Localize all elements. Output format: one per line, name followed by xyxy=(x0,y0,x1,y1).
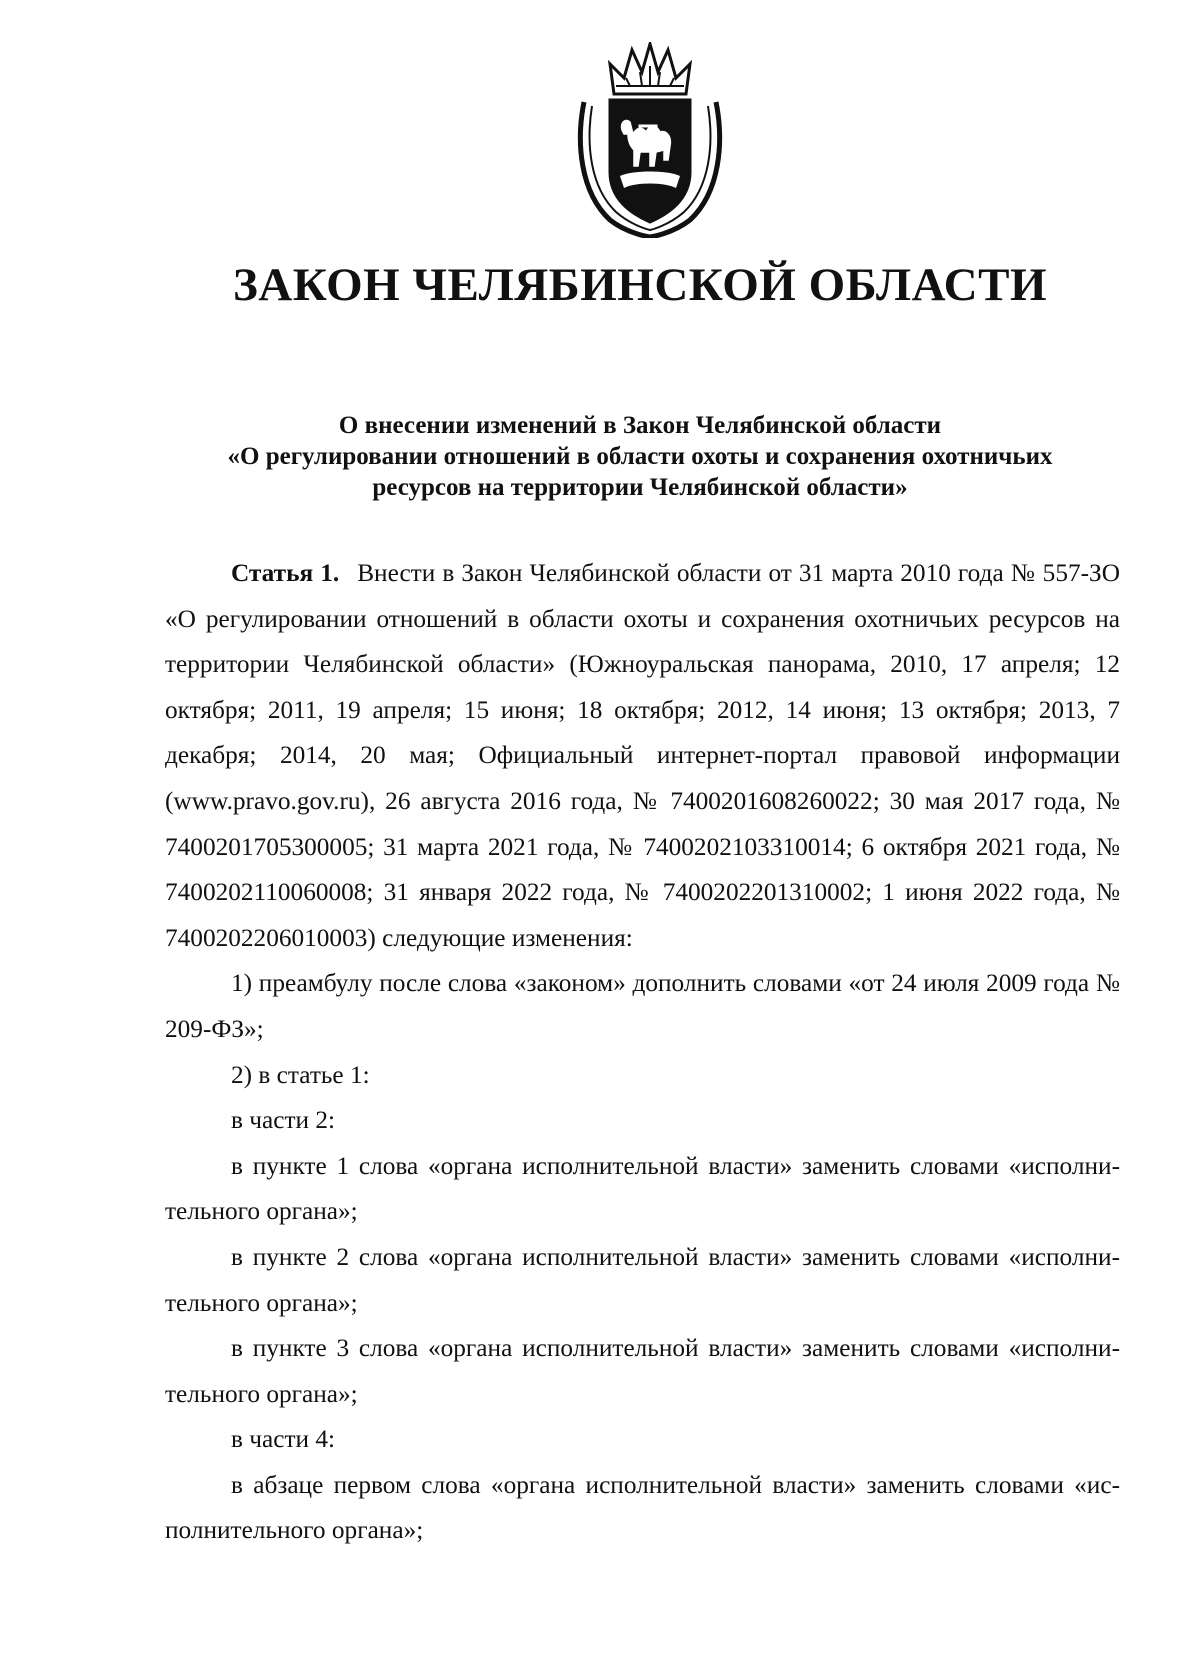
body-paragraph: в абзаце первом слова «органа исполнительной власти» заменить словами «ис-полнительного органа»; xyxy=(165,1470,1120,1545)
body-paragraph: в части 2: xyxy=(231,1106,336,1135)
body-paragraph: 1) преамбулу после слова «законом» дополнить словами «от 24 июля 2009 года № 209-ФЗ»; xyxy=(165,969,1120,1043)
article-1-paragraph xyxy=(165,551,1120,961)
body-paragraph: в пункте 2 слова «органа исполнительной власти» заменить словами «исполни-тельного органа»; xyxy=(165,1242,1120,1317)
chelyabinsk-coat-of-arms-icon xyxy=(570,42,730,238)
article-intro-text: Внести в Закон Челябинской области от 31 марта 2010 года № 557-ЗО «О регулировании отношений в области охоты и сохранения охотничьих ресурсов на территории Челябинской области» (Южноуральская панорама, 2010, 17 апреля; 12 октября; 2011, 19 апреля; 15 июня; 18 октября; 2012, 14 июня; 13 октября; 2013, 7 декабря; 2014, 20 мая; Официальный интернет-портал правовой информации (www.pravo.gov.ru), 26 августа 2016 года, № 7400201608260022; 30 мая 2017 года, № 7400201705300005; 31 марта 2021 года, № 7400202103310014; 6 октября 2021 года, № 7400202110060008; 31 января 2022 года, № 7400202201310002; 1 июня 2022 года, № 7400202206010003) следующие изменения: xyxy=(165,559,1120,952)
article-label: Статья 1. xyxy=(231,559,340,587)
body-paragraph: в пункте 1 слова «органа исполнительной власти» заменить словами «исполни-тельного органа»; xyxy=(165,1151,1120,1226)
document-title: ЗАКОН ЧЕЛЯБИНСКОЙ ОБЛАСТИ xyxy=(232,259,1048,311)
subtitle-line: ресурсов на территории Челябинской области» xyxy=(372,474,908,501)
document-body xyxy=(165,551,1120,1554)
body-paragraph: 2) в статье 1: xyxy=(231,1060,370,1089)
subtitle-line: «О регулировании отношений в области охоты и сохранения охотничьих xyxy=(227,443,1053,470)
body-paragraph: в пункте 3 слова «органа исполнительной власти» заменить словами «исполни-тельного органа»; xyxy=(165,1334,1120,1408)
body-paragraph: в части 4: xyxy=(231,1425,336,1454)
subtitle-line: О внесении изменений в Закон Челябинской области xyxy=(338,412,942,439)
document-subtitle xyxy=(160,410,1120,503)
